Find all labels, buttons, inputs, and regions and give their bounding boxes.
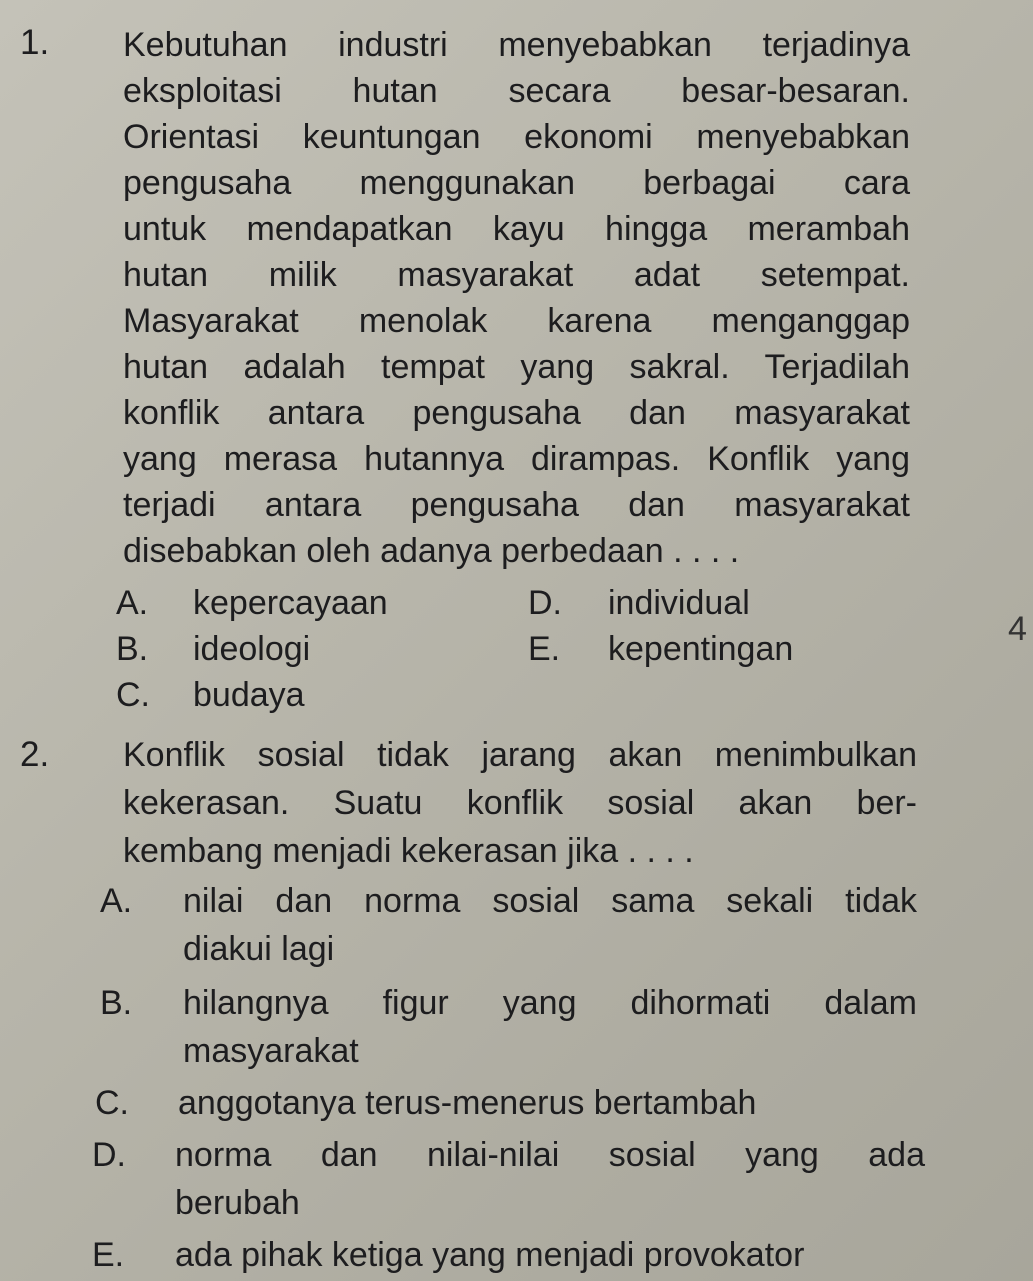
question-text-line: terjadi antara pengusaha dan masyarakat xyxy=(123,486,910,524)
question-text-line: hutan adalah tempat yang sakral. Terjadilah xyxy=(123,348,910,386)
option-text-line: masyarakat xyxy=(183,1032,359,1070)
option-text-line: berubah xyxy=(175,1184,300,1222)
option-letter: A. xyxy=(116,584,149,622)
option-letter: B. xyxy=(100,984,133,1022)
question-text-line: untuk mendapatkan kayu hingga merambah xyxy=(123,210,910,248)
option-text: anggotanya terus-menerus bertambah xyxy=(178,1084,757,1122)
question-text-line: Konflik sosial tidak jarang akan menimbulkan xyxy=(123,736,917,774)
option-letter: C. xyxy=(95,1084,129,1122)
option-text: individual xyxy=(608,584,750,622)
question-text-line: kembang menjadi kekerasan jika . . . . xyxy=(123,832,694,870)
option-text: kepercayaan xyxy=(193,584,388,622)
question-text-line: Orientasi keuntungan ekonomi menyebabkan xyxy=(123,118,910,156)
question-text-line: hutan milik masyarakat adat setempat. xyxy=(123,256,910,294)
question-text-line: konflik antara pengusaha dan masyarakat xyxy=(123,394,910,432)
option-text-line: hilangnya figur yang dihormati dalam xyxy=(183,984,917,1022)
option-letter: D. xyxy=(528,584,562,622)
question-text-line: pengusaha menggunakan berbagai cara xyxy=(123,164,910,202)
question-text-line: Masyarakat menolak karena menganggap xyxy=(123,302,910,340)
question-text-line: kekerasan. Suatu konflik sosial akan ber- xyxy=(123,784,917,822)
option-text: kepentingan xyxy=(608,630,794,668)
option-letter: B. xyxy=(116,630,149,668)
option-text-line: norma dan nilai-nilai sosial yang ada xyxy=(175,1136,925,1174)
option-text-line: diakui lagi xyxy=(183,930,335,968)
question-text-line: yang merasa hutannya dirampas. Konflik yang xyxy=(123,440,910,478)
option-letter: E. xyxy=(92,1236,125,1274)
question-text-line: disebabkan oleh adanya perbedaan . . . . xyxy=(123,532,740,570)
option-text-line: nilai dan norma sosial sama sekali tidak xyxy=(183,882,917,920)
question-text-line: eksploitasi hutan secara besar-besaran. xyxy=(123,72,910,110)
handwritten-page-number: 4 xyxy=(1008,610,1027,648)
option-text: ada pihak ketiga yang menjadi provokator xyxy=(175,1236,805,1274)
option-letter: E. xyxy=(528,630,561,668)
option-letter: A. xyxy=(100,882,133,920)
option-text: budaya xyxy=(193,676,305,714)
question-text-line: Kebutuhan industri menyebabkan terjadinya xyxy=(123,26,910,64)
option-text: ideologi xyxy=(193,630,311,668)
option-letter: C. xyxy=(116,676,150,714)
option-letter: D. xyxy=(92,1136,126,1174)
question-number: 2. xyxy=(20,735,50,774)
question-number: 1. xyxy=(20,23,50,62)
